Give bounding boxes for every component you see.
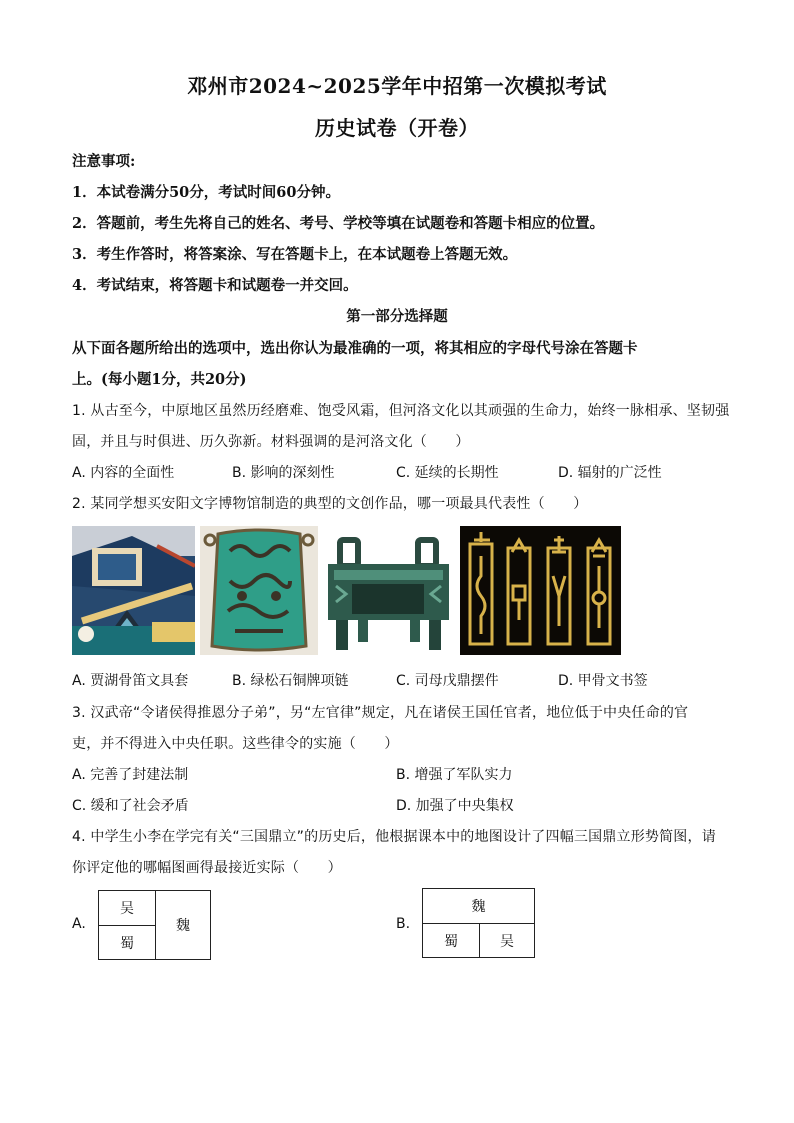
q4-option-a-label: A.: [72, 916, 86, 932]
question-1-text: 1. 从古至今，中原地区虽然历经磨难、饱受风霜，但河洛文化以其顽强的生命力，始终一脉相承、坚韧强: [72, 403, 730, 419]
q2-option-a: A. 贾湖骨笛文具套: [72, 673, 189, 689]
q4-map-b: [422, 888, 535, 958]
q2-option-d: D. 甲骨文书签: [558, 673, 648, 689]
exam-title: 邓州市2024~2025学年中招第一次模拟考试: [187, 74, 607, 98]
notice-item: 3．考生作答时，将答案涂、写在答题卡上，在本试题卷上答题无效。: [72, 246, 518, 263]
question-1-text: 固，并且与时俱进、历久弥新。材料强调的是河洛文化（ ）: [72, 434, 470, 450]
q4-map-a: [98, 890, 211, 960]
q3-option-a: A. 完善了封建法制: [72, 767, 189, 783]
q2-option-b: B. 绿松石铜牌项链: [232, 673, 349, 689]
notice-item: 1．本试卷满分50分，考试时间60分钟。: [72, 184, 340, 201]
notice-heading: 注意事项:: [72, 153, 136, 170]
question-4-text: 你评定他的哪幅图画得最接近实际（ ）: [72, 860, 342, 876]
question-3-text: 3. 汉武帝“令诸侯得推恩分子弟”，另“左官律”规定，凡在诸侯王国任官者，地位低于中央任命的官: [72, 705, 689, 721]
q4-map-a-shu: 蜀: [120, 935, 134, 952]
notice-item: 4．考试结束，将答题卡和试题卷一并交回。: [72, 277, 358, 294]
q1-option-a: A. 内容的全面性: [72, 465, 175, 481]
bone-flute-stationery-image: [72, 526, 195, 655]
q1-option-b: B. 影响的深刻性: [232, 465, 335, 481]
notice-item: 2．答题前，考生先将自己的姓名、考号、学校等填在试题卷和答题卡相应的位置。: [72, 215, 605, 232]
q4-map-a-wu: 吴: [120, 901, 134, 917]
q3-option-c: C. 缓和了社会矛盾: [72, 798, 189, 814]
q1-option-d: D. 辐射的广泛性: [558, 465, 662, 481]
section-title: 第一部分选择题: [346, 308, 448, 325]
oracle-bone-bookmark-image: [460, 526, 621, 655]
exam-subtitle: 历史试卷（开卷）: [315, 116, 479, 140]
simuwu-ding-image: [322, 526, 455, 655]
turquoise-bronze-plaque-image: [200, 526, 318, 655]
section-instruction: 上。(每小题1分，共20分): [72, 371, 247, 388]
question-3-text: 吏，并不得进入中央任职。这些律令的实施（ ）: [72, 736, 399, 752]
q3-option-b: B. 增强了军队实力: [396, 767, 513, 783]
q4-option-b-label: B.: [396, 916, 411, 932]
q4-map-b-wei: 魏: [471, 899, 486, 915]
q1-option-c: C. 延续的长期性: [396, 465, 499, 481]
q3-option-d: D. 加强了中央集权: [396, 798, 514, 814]
question-2-text: 2. 某同学想买安阳文字博物馆制造的典型的文创作品，哪一项最具代表性（ ）: [72, 496, 588, 512]
q4-map-b-shu: 蜀: [444, 933, 458, 950]
q4-map-a-wei: 魏: [176, 918, 190, 934]
q4-map-b-wu: 吴: [500, 933, 514, 950]
q2-option-c: C. 司母戊鼎摆件: [396, 673, 499, 689]
section-instruction: 从下面各题所给出的选项中，选出你认为最准确的一项，将其相应的字母代号涂在答题卡: [72, 340, 638, 357]
question-4-text: 4. 中学生小李在学完有关“三国鼎立”的历史后，他根据课本中的地图设计了四幅三国鼎立形势简图，请: [72, 829, 716, 845]
